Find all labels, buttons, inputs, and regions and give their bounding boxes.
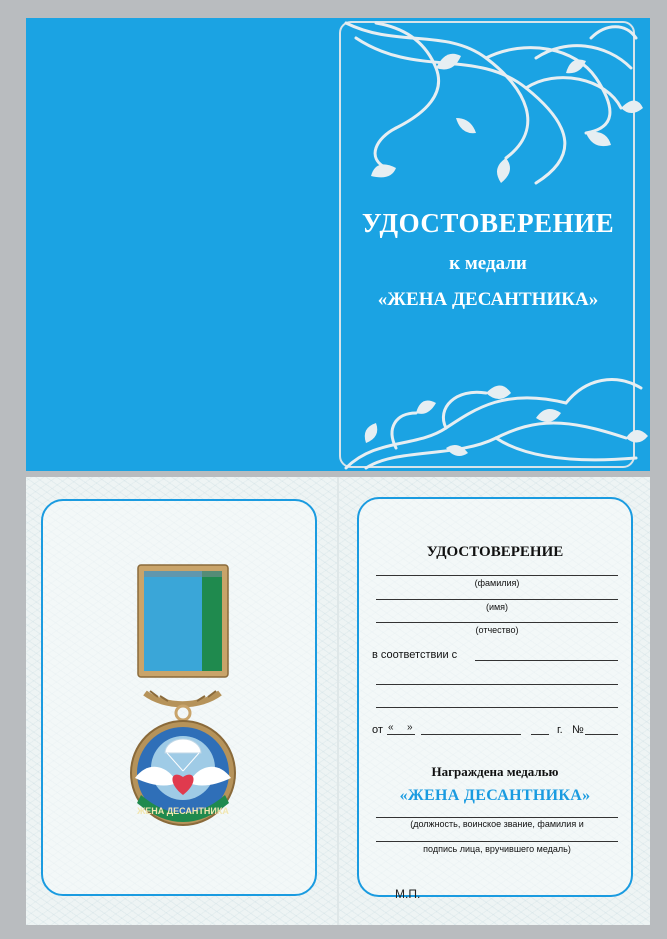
- medal-inscription: ЖЕНА ДЕСАНТНИКА: [137, 806, 229, 816]
- month-line: [421, 734, 521, 735]
- signer-line-2: [376, 841, 618, 842]
- number-line: [585, 734, 618, 735]
- form-medal-name: «ЖЕНА ДЕСАНТНИКА»: [399, 787, 591, 804]
- extra-line-2: [376, 707, 618, 708]
- name-caption: (имя): [485, 602, 509, 612]
- day-line: [387, 734, 415, 735]
- surname-line: [376, 575, 618, 576]
- awarded-text: Награждена медалью: [431, 764, 559, 779]
- form-title: УДОСТОВЕРЕНИЕ: [426, 544, 564, 560]
- cover-title-block: [358, 208, 618, 311]
- extra-line-1: [376, 684, 618, 685]
- stamp-label: М.П.: [395, 887, 421, 901]
- certificate-inside: [26, 477, 650, 925]
- year-line: [531, 734, 549, 735]
- signer-caption-2: подпись лица, вручившего медаль): [423, 844, 571, 854]
- medal-panel: [41, 499, 317, 896]
- surname-caption: (фамилия): [474, 578, 520, 588]
- cover-subtitle: к медали: [449, 253, 527, 274]
- patronymic-line: [376, 622, 618, 623]
- according-line: [475, 660, 618, 661]
- year-suffix: г.: [557, 724, 563, 736]
- cover-title: УДОСТОВЕРЕНИЕ: [361, 208, 615, 238]
- date-prefix: от: [372, 724, 383, 736]
- name-line: [376, 599, 618, 600]
- medal-image: [105, 563, 255, 843]
- signer-line-1: [376, 817, 618, 818]
- fold-line: [337, 477, 339, 925]
- quote-open: «: [388, 722, 394, 733]
- cover-medal-name: «ЖЕНА ДЕСАНТНИКА»: [377, 289, 599, 310]
- according-label: в соответствии с: [372, 649, 458, 661]
- floral-ornament-bottom: [336, 348, 650, 471]
- quote-close: »: [407, 722, 413, 733]
- number-label: №: [572, 724, 584, 736]
- certificate-cover: [26, 18, 650, 471]
- patronymic-caption: (отчество): [475, 625, 519, 635]
- floral-ornament-top: [336, 18, 646, 193]
- signer-caption-1: (должность, воинское звание, фамилия и: [410, 819, 584, 829]
- certificate-form-panel: [357, 497, 633, 901]
